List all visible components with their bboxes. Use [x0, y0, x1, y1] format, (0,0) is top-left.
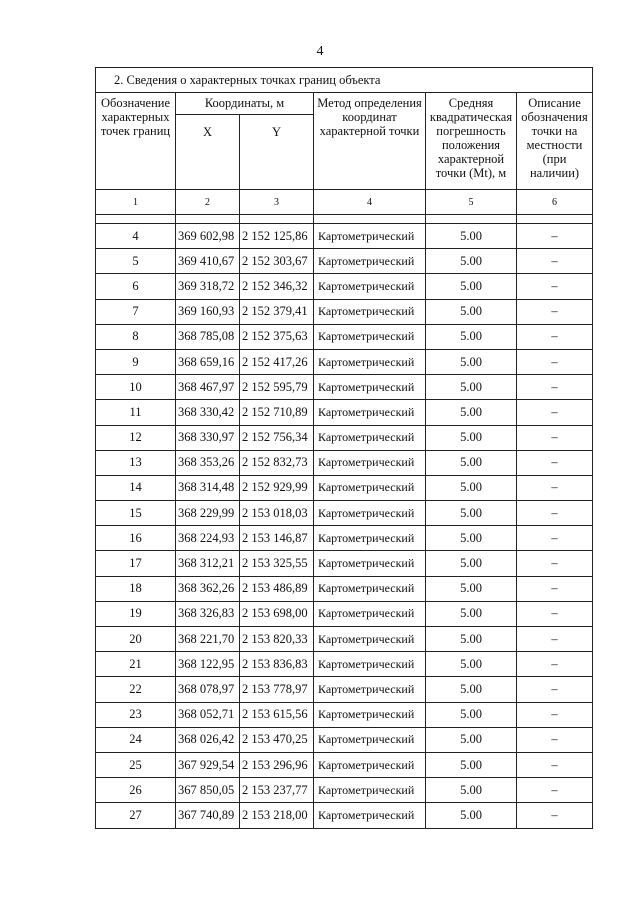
point-cell: 21: [96, 652, 176, 677]
method-cell: Картометрический: [314, 702, 426, 727]
table-row: [96, 526, 593, 551]
error-cell: 5.00: [426, 551, 517, 576]
table-row: [96, 627, 593, 652]
x-coordinate-cell: 368 078,97: [176, 677, 240, 702]
y-coordinate-cell: 2 153 470,25: [240, 727, 314, 752]
table-row: [96, 450, 593, 475]
method-cell: Картометрический: [314, 601, 426, 626]
spacer-cell: [96, 215, 176, 224]
point-cell: 26: [96, 778, 176, 803]
error-cell: 5.00: [426, 752, 517, 777]
table-row: [96, 752, 593, 777]
description-cell: –: [517, 803, 593, 828]
header-method: Метод определения координат характерной точки: [314, 93, 426, 190]
table-row: [96, 652, 593, 677]
description-cell: –: [517, 375, 593, 400]
y-coordinate-cell: 2 152 379,41: [240, 299, 314, 324]
y-coordinate-cell: 2 153 018,03: [240, 501, 314, 526]
table-row: [96, 475, 593, 500]
method-cell: Картометрический: [314, 425, 426, 450]
point-cell: 20: [96, 627, 176, 652]
x-coordinate-cell: 369 318,72: [176, 274, 240, 299]
spacer-cell: [176, 215, 240, 224]
error-cell: 5.00: [426, 349, 517, 374]
y-coordinate-cell: 2 153 486,89: [240, 576, 314, 601]
description-cell: –: [517, 450, 593, 475]
y-coordinate-cell: 2 152 375,63: [240, 324, 314, 349]
error-cell: 5.00: [426, 601, 517, 626]
description-cell: –: [517, 526, 593, 551]
description-cell: –: [517, 702, 593, 727]
description-cell: –: [517, 778, 593, 803]
error-cell: 5.00: [426, 425, 517, 450]
point-cell: 9: [96, 349, 176, 374]
description-cell: –: [517, 677, 593, 702]
section-title: 2. Сведения о характерных точках границ объекта: [96, 68, 593, 93]
table-body: [96, 224, 593, 829]
point-cell: 7: [96, 299, 176, 324]
table-row: [96, 324, 593, 349]
y-coordinate-cell: 2 152 710,89: [240, 400, 314, 425]
header-point: Обозначение характерных точек границ: [96, 93, 176, 190]
x-coordinate-cell: 368 785,08: [176, 324, 240, 349]
x-coordinate-cell: 368 330,42: [176, 400, 240, 425]
method-cell: Картометрический: [314, 450, 426, 475]
method-cell: Картометрический: [314, 677, 426, 702]
description-cell: –: [517, 475, 593, 500]
point-cell: 18: [96, 576, 176, 601]
x-coordinate-cell: 368 229,99: [176, 501, 240, 526]
x-coordinate-cell: 367 929,54: [176, 752, 240, 777]
x-coordinate-cell: 368 312,21: [176, 551, 240, 576]
point-cell: 23: [96, 702, 176, 727]
table-row: [96, 249, 593, 274]
method-cell: Картометрический: [314, 501, 426, 526]
y-coordinate-cell: 2 153 237,77: [240, 778, 314, 803]
table-row: [96, 702, 593, 727]
description-cell: –: [517, 400, 593, 425]
table-row: [96, 349, 593, 374]
point-cell: 17: [96, 551, 176, 576]
header-description: Описание обозначения точки на местности (при наличии): [517, 93, 593, 190]
method-cell: Картометрический: [314, 627, 426, 652]
point-cell: 27: [96, 803, 176, 828]
x-coordinate-cell: 368 026,42: [176, 727, 240, 752]
error-cell: 5.00: [426, 677, 517, 702]
spacer-cell: [426, 215, 517, 224]
description-cell: –: [517, 601, 593, 626]
error-cell: 5.00: [426, 249, 517, 274]
y-coordinate-cell: 2 152 929,99: [240, 475, 314, 500]
error-cell: 5.00: [426, 652, 517, 677]
method-cell: Картометрический: [314, 727, 426, 752]
error-cell: 5.00: [426, 778, 517, 803]
x-coordinate-cell: 368 467,97: [176, 375, 240, 400]
description-cell: –: [517, 627, 593, 652]
y-coordinate-cell: 2 153 698,00: [240, 601, 314, 626]
x-coordinate-cell: 369 602,98: [176, 224, 240, 249]
column-number: 6: [517, 190, 593, 215]
x-coordinate-cell: 368 330,97: [176, 425, 240, 450]
y-coordinate-cell: 2 152 346,32: [240, 274, 314, 299]
header-error: Средняя квадратическая погрешность положения характерной точки (Mt), м: [426, 93, 517, 190]
error-cell: 5.00: [426, 803, 517, 828]
y-coordinate-cell: 2 153 218,00: [240, 803, 314, 828]
error-cell: 5.00: [426, 702, 517, 727]
error-cell: 5.00: [426, 450, 517, 475]
error-cell: 5.00: [426, 501, 517, 526]
table-row: [96, 400, 593, 425]
y-coordinate-cell: 2 152 595,79: [240, 375, 314, 400]
description-cell: –: [517, 752, 593, 777]
y-coordinate-cell: 2 153 296,96: [240, 752, 314, 777]
method-cell: Картометрический: [314, 752, 426, 777]
column-number: 2: [176, 190, 240, 215]
table-row: [96, 501, 593, 526]
table-row: [96, 375, 593, 400]
column-numbers-row: [96, 190, 593, 215]
x-coordinate-cell: 367 850,05: [176, 778, 240, 803]
method-cell: Картометрический: [314, 324, 426, 349]
description-cell: –: [517, 501, 593, 526]
description-cell: –: [517, 299, 593, 324]
page-number: 4: [316, 44, 324, 59]
table-row: [96, 778, 593, 803]
point-cell: 19: [96, 601, 176, 626]
point-cell: 25: [96, 752, 176, 777]
y-coordinate-cell: 2 153 836,83: [240, 652, 314, 677]
method-cell: Картометрический: [314, 349, 426, 374]
description-cell: –: [517, 249, 593, 274]
table-row: [96, 727, 593, 752]
method-cell: Картометрический: [314, 375, 426, 400]
error-cell: 5.00: [426, 576, 517, 601]
column-number: 5: [426, 190, 517, 215]
method-cell: Картометрический: [314, 778, 426, 803]
x-coordinate-cell: 368 052,71: [176, 702, 240, 727]
table-row: [96, 425, 593, 450]
table-row: [96, 803, 593, 828]
boundary-points-table: [95, 67, 593, 829]
point-cell: 15: [96, 501, 176, 526]
method-cell: Картометрический: [314, 400, 426, 425]
point-cell: 14: [96, 475, 176, 500]
y-coordinate-cell: 2 152 756,34: [240, 425, 314, 450]
table-row: [96, 299, 593, 324]
x-coordinate-cell: 368 353,26: [176, 450, 240, 475]
header-y: Y: [240, 115, 314, 190]
point-cell: 24: [96, 727, 176, 752]
point-cell: 22: [96, 677, 176, 702]
column-number: 3: [240, 190, 314, 215]
method-cell: Картометрический: [314, 274, 426, 299]
spacer-cell: [314, 215, 426, 224]
column-number: 1: [96, 190, 176, 215]
x-coordinate-cell: 368 224,93: [176, 526, 240, 551]
error-cell: 5.00: [426, 627, 517, 652]
y-coordinate-cell: 2 153 615,56: [240, 702, 314, 727]
x-coordinate-cell: 368 362,26: [176, 576, 240, 601]
x-coordinate-cell: 368 659,16: [176, 349, 240, 374]
method-cell: Картометрический: [314, 652, 426, 677]
description-cell: –: [517, 551, 593, 576]
error-cell: 5.00: [426, 299, 517, 324]
description-cell: –: [517, 224, 593, 249]
method-cell: Картометрический: [314, 299, 426, 324]
point-cell: 11: [96, 400, 176, 425]
x-coordinate-cell: 368 221,70: [176, 627, 240, 652]
point-cell: 13: [96, 450, 176, 475]
error-cell: 5.00: [426, 324, 517, 349]
table-row: [96, 601, 593, 626]
table-row: [96, 274, 593, 299]
y-coordinate-cell: 2 153 820,33: [240, 627, 314, 652]
method-cell: Картометрический: [314, 551, 426, 576]
point-cell: 8: [96, 324, 176, 349]
spacer-row: [96, 215, 593, 224]
point-cell: 12: [96, 425, 176, 450]
spacer-cell: [240, 215, 314, 224]
y-coordinate-cell: 2 152 832,73: [240, 450, 314, 475]
description-cell: –: [517, 324, 593, 349]
y-coordinate-cell: 2 153 778,97: [240, 677, 314, 702]
method-cell: Картометрический: [314, 803, 426, 828]
error-cell: 5.00: [426, 475, 517, 500]
x-coordinate-cell: 368 122,95: [176, 652, 240, 677]
method-cell: Картометрический: [314, 576, 426, 601]
method-cell: Картометрический: [314, 475, 426, 500]
table-row: [96, 224, 593, 249]
error-cell: 5.00: [426, 224, 517, 249]
point-cell: 6: [96, 274, 176, 299]
description-cell: –: [517, 576, 593, 601]
header-coords: Координаты, м: [176, 93, 314, 115]
y-coordinate-cell: 2 152 125,86: [240, 224, 314, 249]
header-x: X: [176, 115, 240, 190]
y-coordinate-cell: 2 153 146,87: [240, 526, 314, 551]
spacer-cell: [517, 215, 593, 224]
x-coordinate-cell: 369 410,67: [176, 249, 240, 274]
error-cell: 5.00: [426, 727, 517, 752]
error-cell: 5.00: [426, 526, 517, 551]
description-cell: –: [517, 652, 593, 677]
method-cell: Картометрический: [314, 249, 426, 274]
y-coordinate-cell: 2 152 303,67: [240, 249, 314, 274]
description-cell: –: [517, 349, 593, 374]
x-coordinate-cell: 368 314,48: [176, 475, 240, 500]
x-coordinate-cell: 369 160,93: [176, 299, 240, 324]
error-cell: 5.00: [426, 375, 517, 400]
x-coordinate-cell: 367 740,89: [176, 803, 240, 828]
method-cell: Картометрический: [314, 526, 426, 551]
description-cell: –: [517, 425, 593, 450]
table-row: [96, 576, 593, 601]
point-cell: 4: [96, 224, 176, 249]
point-cell: 16: [96, 526, 176, 551]
column-number: 4: [314, 190, 426, 215]
y-coordinate-cell: 2 152 417,26: [240, 349, 314, 374]
error-cell: 5.00: [426, 274, 517, 299]
point-cell: 5: [96, 249, 176, 274]
method-cell: Картометрический: [314, 224, 426, 249]
x-coordinate-cell: 368 326,83: [176, 601, 240, 626]
error-cell: 5.00: [426, 400, 517, 425]
point-cell: 10: [96, 375, 176, 400]
table-row: [96, 551, 593, 576]
description-cell: –: [517, 274, 593, 299]
y-coordinate-cell: 2 153 325,55: [240, 551, 314, 576]
description-cell: –: [517, 727, 593, 752]
table-row: [96, 677, 593, 702]
